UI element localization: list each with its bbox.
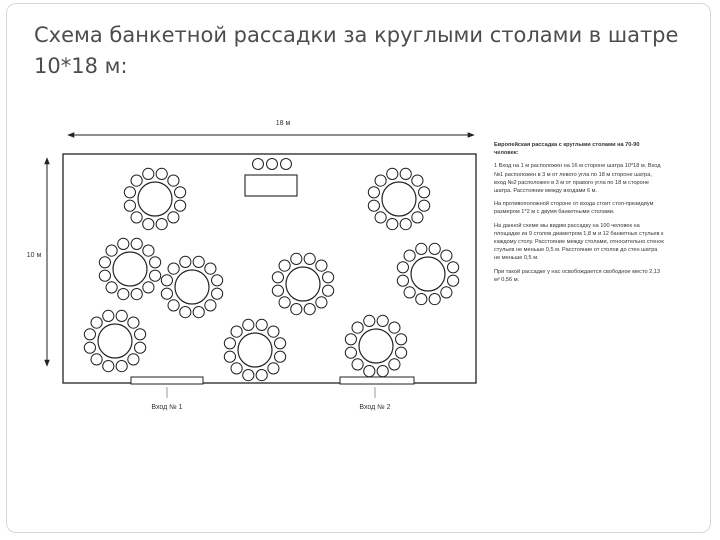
chair [150, 270, 161, 281]
chair [323, 285, 334, 296]
chair [212, 288, 223, 299]
chair [368, 187, 379, 198]
chair [99, 257, 110, 268]
chair [396, 347, 407, 358]
chair [323, 272, 334, 283]
guest-tables [84, 168, 458, 380]
entrance-1-label: Вход № 1 [151, 404, 183, 411]
chair [412, 175, 423, 186]
round-tabletop [411, 257, 445, 291]
chair [116, 310, 127, 321]
chair [268, 363, 279, 374]
chair [272, 272, 283, 283]
chair [377, 315, 388, 326]
chair [279, 297, 290, 308]
chair [161, 288, 172, 299]
chair [103, 361, 114, 372]
round-tabletop [138, 182, 172, 216]
chair [304, 253, 315, 264]
chair [345, 334, 356, 345]
chair [419, 200, 430, 211]
round-tabletop [175, 270, 209, 304]
chair [224, 351, 235, 362]
chair [131, 212, 142, 223]
presidium-chair [281, 159, 292, 170]
entrance-2-label: Вход № 2 [359, 404, 391, 411]
height-label: 10 м [26, 252, 42, 259]
presidium-table [245, 159, 297, 197]
chair [243, 370, 254, 381]
round-tabletop [98, 324, 132, 358]
chair [396, 334, 407, 345]
chair [316, 260, 327, 271]
chair [291, 304, 302, 315]
chair [175, 187, 186, 198]
chair [193, 307, 204, 318]
chair [124, 200, 135, 211]
chair [128, 317, 139, 328]
presidium-tabletop [245, 175, 297, 196]
chair [416, 294, 427, 305]
chair [84, 342, 95, 353]
chair [116, 361, 127, 372]
chair [275, 351, 286, 362]
table-2 [368, 168, 429, 229]
chair [212, 275, 223, 286]
chair [143, 219, 154, 230]
chair [448, 262, 459, 273]
legend-paragraph: При такой рассадке у нас освобождается свободное место 2,13 м² 0,56 м. [494, 268, 661, 283]
round-tabletop [286, 267, 320, 301]
chair [150, 257, 161, 268]
chair [168, 212, 179, 223]
chair [368, 200, 379, 211]
chair [291, 253, 302, 264]
chair [103, 310, 114, 321]
table-1 [124, 168, 185, 229]
round-tabletop [238, 333, 272, 367]
chair [131, 238, 142, 249]
chair [193, 256, 204, 267]
table-9 [345, 315, 406, 376]
legend-paragraph: На противоположной стороне от входа стоит стол-президиум размером 1*2 м с двумя банкетными столами. [494, 201, 654, 216]
chair [243, 319, 254, 330]
chair [224, 338, 235, 349]
legend-paragraph: 1 Вход на 1 м расположен на 16 м стороне шатра 10*18 м. Вход №1 расположен в 3 м от левого угла по 18 м стороне шатра, вход №2 расположен в 3 м от правого угла по 18 м стороне шатра. Расстояние между входами 6 м. [494, 163, 661, 195]
chair [161, 275, 172, 286]
chair [389, 322, 400, 333]
chair [99, 270, 110, 281]
chair [441, 287, 452, 298]
chair [131, 175, 142, 186]
chair [397, 262, 408, 273]
chair [180, 256, 191, 267]
chair [256, 319, 267, 330]
chair [429, 243, 440, 254]
chair [135, 342, 146, 353]
chair [387, 219, 398, 230]
legend-panel [494, 141, 664, 289]
chair [156, 219, 167, 230]
chair [419, 187, 430, 198]
chair [268, 326, 279, 337]
chair [168, 300, 179, 311]
chair [256, 370, 267, 381]
chair [168, 175, 179, 186]
width-label: 18 м [275, 120, 291, 127]
table-6 [397, 243, 458, 304]
chair [404, 287, 415, 298]
chair [397, 275, 408, 286]
chair [84, 329, 95, 340]
presidium-chair [253, 159, 264, 170]
chair [231, 363, 242, 374]
chair [304, 304, 315, 315]
table-5 [272, 253, 333, 314]
chair [118, 289, 129, 300]
table-3 [99, 238, 160, 299]
round-tabletop [113, 252, 147, 286]
chair [180, 307, 191, 318]
chair [400, 168, 411, 179]
entrance-1-door [131, 377, 203, 384]
legend-heading: Европейская рассадка с круглыми столами на 70-90 человек: [494, 142, 640, 157]
entrance-2-door [340, 377, 414, 384]
chair [404, 250, 415, 261]
chair [205, 300, 216, 311]
chair [143, 245, 154, 256]
chair [106, 282, 117, 293]
chair [272, 285, 283, 296]
chair [143, 168, 154, 179]
chair [429, 294, 440, 305]
chair [205, 263, 216, 274]
chair [156, 168, 167, 179]
chair [128, 354, 139, 365]
chair [412, 212, 423, 223]
chair [124, 187, 135, 198]
chair [345, 347, 356, 358]
chair [375, 212, 386, 223]
chair [168, 263, 179, 274]
chair [448, 275, 459, 286]
chair [389, 359, 400, 370]
round-tabletop [359, 329, 393, 363]
chair [364, 315, 375, 326]
chair [364, 366, 375, 377]
chair [91, 317, 102, 328]
chair [377, 366, 388, 377]
chair [352, 322, 363, 333]
chair [143, 282, 154, 293]
chair [400, 219, 411, 230]
presidium-chair [267, 159, 278, 170]
chair [279, 260, 290, 271]
chair [416, 243, 427, 254]
chair [352, 359, 363, 370]
table-4 [161, 256, 222, 317]
chair [275, 338, 286, 349]
chair [91, 354, 102, 365]
chair [106, 245, 117, 256]
table-8 [224, 319, 285, 380]
chair [135, 329, 146, 340]
legend-paragraph: На данной схеме мы видим рассадку на 100 человек на площадке из 9 столов диаметром 1,8 м и 12 банкетных стульев к каждому столу. Расстояние между столами, относительно стенок стульев не меньше 0,5 м. Расстояние от столов до стен шатра не меньше 0,5 м. [494, 222, 664, 262]
chair [175, 200, 186, 211]
chair [316, 297, 327, 308]
table-7 [84, 310, 145, 371]
chair [131, 289, 142, 300]
chair [441, 250, 452, 261]
chair [375, 175, 386, 186]
chair [118, 238, 129, 249]
chair [231, 326, 242, 337]
round-tabletop [382, 182, 416, 216]
chair [387, 168, 398, 179]
slide-title: Схема банкетной рассадки за круглыми столами в шатре 10*18 м: [34, 23, 679, 78]
